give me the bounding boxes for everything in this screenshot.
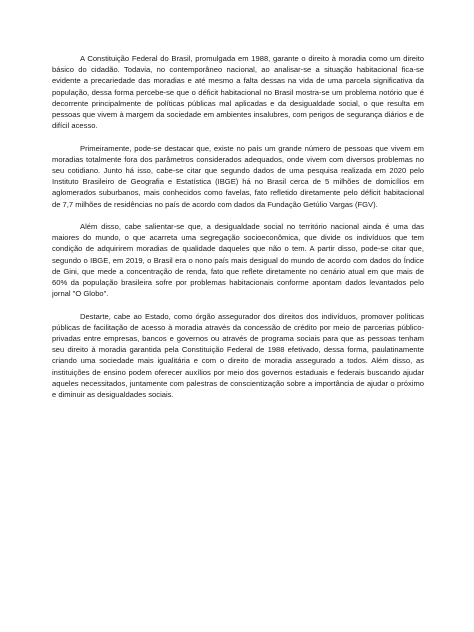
paragraph-1: A Constituição Federal do Brasil, promulgada em 1988, garante o direito à moradia como um direito básico do cidadão. Todavia, no contemporâneo nacional, ao analisar-se a situação habitacional fica-se evidente a precariedade das moradias e até mesmo a falta dessas na vida de uma parcela significativa da população, dessa forma percebe-se que o déficit habitacional no Brasil mostra-se um problema notório que é decorrente principalmente de políticas públicas mal aplicadas e da desigualdade social, o que resulta em pessoas que vivem à margem da sociedade em ambientes insalubres, com perigos de segurança diários e de difícil acesso. xyxy=(52,54,424,131)
paragraph-4: Destarte, cabe ao Estado, como órgão assegurador dos direitos dos indivíduos, promover políticas públicas de facilitação de acesso à moradia através da concessão de crédito por meio de parcerias público-privadas entre empresas, bancos e governos ou através de programa sociais para que as pessoas tenham seu direito à moradia garantida pela Constituição Federal de 1988 efetivado, dessa forma, paulatinamente criando uma sociedade mais igualitária e com o direito de moradia assegurado a todos. Além disso, as instituições de ensino podem oferecer auxílios por meio dos governos estaduais e federais buscando ajudar aqueles necessitados, juntamente com palestras de conscientização sobre a importância de ajudar o próximo e diminuir as desigualdades sociais. xyxy=(52,311,424,400)
paragraph-2: Primeiramente, pode-se destacar que, existe no país um grande número de pessoas que vivem em moradias totalmente fora dos parâmetros considerados adequados, onde vivem com diversos problemas no seu cotidiano. Junto há isso, cabe-se citar que segundo dados de uma pesquisa realizada em 2020 pelo Instituto Brasileiro de Geografia e Estatística (IBGE) há no Brasil cerca de 5 milhões de domicílios em aglomerados suburbanos, mais conhecidos como favelas, fato refletido diretamente pelo déficit habitacional de 7,7 milhões de residências no país de acordo com dados da Fundação Getúlio Vargas (FGV). xyxy=(52,143,424,209)
paragraph-3: Além disso, cabe salientar-se que, a desigualdade social no território nacional ainda é uma das maiores do mundo, o que acarreta uma segregação socioeconômica, que divide os indivíduos que tem condição de adquirirem moradias de qualidade daqueles que não o tem. A partir disso, pode-se citar que, segundo o IBGE, em 2019, o Brasil era o nono país mais desigual do mundo de acordo com dados do Índice de Gini, que mede a concentração de renda, fato que reflete diretamente no cenário atual em que mais de 60% da população brasileira sofre por problemas habitacionais conforme apontam dados levantados pelo jornal "O Globo". xyxy=(52,222,424,299)
document-body xyxy=(52,53,424,411)
